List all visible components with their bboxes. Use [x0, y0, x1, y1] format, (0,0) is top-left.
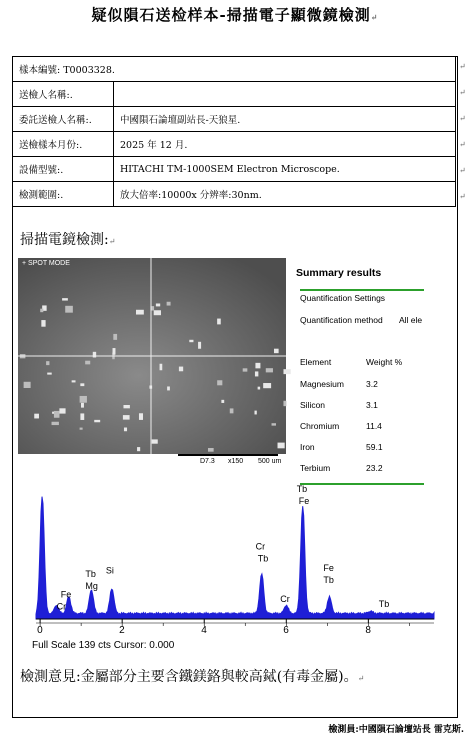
element-weight: 59.1 [366, 442, 383, 452]
info-row-equipment [13, 157, 456, 182]
weight-header: Weight % [366, 357, 403, 367]
quantification-method-value: All ele [399, 315, 423, 325]
row-end-mark: ↵ [459, 192, 466, 201]
sem-grain [80, 383, 84, 386]
info-value: HITACHI TM-1000SEM Electron Microscope. [114, 157, 456, 182]
row-end-mark: ↵ [459, 62, 466, 71]
inspection-opinion: 檢測意見:金屬部分主要含鐵鎂鉻與較高鋱(有毒金屬)。↵ [20, 669, 365, 685]
quantification-settings: Quantification Settings [300, 293, 386, 303]
sem-grain [123, 405, 129, 408]
element-weight: 3.1 [366, 400, 378, 410]
element-weight: 11.4 [366, 421, 382, 431]
spot-mode-label: + SPOT MODE [22, 260, 70, 267]
sem-grain [278, 443, 285, 449]
sem-wd: D7.3 [200, 458, 215, 465]
peak-label: Tb [85, 569, 96, 579]
sem-grain [266, 368, 273, 372]
sem-grain [81, 403, 84, 408]
sem-grain [40, 309, 43, 313]
spectrum-tick-label: 4 [201, 625, 207, 636]
info-label: 送檢人名稱:. [13, 82, 114, 107]
sem-grain [217, 380, 222, 385]
info-value: 放大倍率:10000x 分辨率:30nm. [114, 182, 456, 207]
inspector-signature: 檢測員:中國隕石論壇站長 雷克斯. [328, 725, 464, 735]
sem-image-svg [18, 258, 286, 454]
sem-grain [136, 310, 144, 315]
sem-grain [80, 413, 84, 420]
spectrum-footer: Full Scale 139 cts Cursor: 0.000 [32, 640, 175, 651]
info-label: 送檢樣本月份:. [13, 132, 114, 157]
sem-grain [72, 380, 76, 382]
info-label: 樣本編號: T0003328. [13, 57, 456, 82]
sem-grain [283, 401, 286, 406]
eds-spectrum [30, 483, 436, 653]
sem-grain [41, 320, 45, 327]
sem-grain [208, 448, 214, 452]
sem-grain [255, 363, 260, 369]
sem-grain [80, 428, 83, 430]
info-label: 檢測範圍:. [13, 182, 114, 207]
sem-grain [54, 411, 60, 418]
spectrum-tick-label: 6 [283, 625, 289, 636]
summary-title: Summary results [296, 267, 382, 279]
sem-grain [65, 306, 73, 313]
info-label: 設備型號:. [13, 157, 114, 182]
info-row-sample-id [13, 57, 456, 82]
peak-label: Tb [323, 575, 334, 585]
sem-grain [189, 340, 193, 342]
peak-label: Cr [280, 594, 290, 605]
sem-grain [263, 383, 271, 388]
sem-grain [80, 396, 87, 403]
spectrum-tick-label: 8 [365, 625, 371, 636]
sem-grain [47, 373, 51, 375]
info-table [12, 56, 456, 207]
sem-grain [85, 361, 90, 365]
sem-grain [154, 310, 161, 315]
sem-grain [283, 369, 290, 374]
row-end-mark: ↵ [459, 166, 466, 175]
info-row-submitter [13, 82, 456, 107]
row-end-mark: ↵ [459, 140, 466, 149]
info-row-month [13, 132, 456, 157]
sem-grain [152, 439, 158, 443]
sem-grain [179, 367, 183, 372]
element-weight: 23.2 [366, 463, 383, 473]
peak-label: Cr [56, 601, 67, 612]
peak-label: Fe [298, 495, 310, 506]
sem-grain [167, 302, 171, 306]
sem-grain [167, 386, 170, 390]
element-header: Element [300, 357, 332, 367]
sem-magnification: x150 [228, 458, 244, 465]
sem-grain [52, 422, 59, 425]
info-value: 中國隕石論壇副站長-天狼星. [114, 107, 456, 132]
element-name: Magnesium [300, 379, 344, 389]
peak-label: Cr [255, 541, 266, 552]
sem-grain [46, 361, 49, 365]
sem-micrograph [18, 258, 286, 454]
spectrum-tick-label: 2 [119, 625, 125, 636]
sem-grain [258, 387, 261, 390]
peak-label: Fe [60, 589, 72, 600]
document-title: 疑似隕石送检样本-掃描電子顯微鏡檢測↵ [91, 6, 379, 24]
info-row-range [13, 182, 456, 207]
summary-divider [300, 289, 424, 291]
sem-grain [198, 342, 201, 349]
row-end-mark: ↵ [459, 114, 466, 123]
info-value: 2025 年 12 月. [114, 132, 456, 157]
element-name: Silicon [300, 400, 326, 410]
peak-label: Fe [323, 563, 334, 573]
sem-scale-label: 500 um [258, 458, 282, 465]
sem-grain [137, 447, 140, 451]
sem-grain [113, 348, 116, 355]
sem-grain [113, 334, 117, 340]
sem-grain [59, 408, 65, 413]
sem-grain [62, 298, 68, 300]
info-value [114, 82, 456, 107]
element-weight: 3.2 [366, 379, 378, 389]
element-name: Terbium [300, 463, 331, 473]
sem-grain [24, 382, 31, 388]
sem-info-bar [18, 454, 286, 470]
spectrum-tick-label: 0 [37, 625, 43, 636]
peak-label: Mg [85, 581, 98, 591]
element-name: Chromium [300, 421, 340, 431]
sem-grain [34, 414, 39, 419]
sem-grain [124, 428, 127, 432]
peak-label: Tb [257, 553, 269, 564]
peak-label: Tb [296, 483, 308, 494]
sem-grain [272, 423, 276, 425]
sem-scale-bar [178, 454, 278, 456]
sem-grain [156, 303, 160, 306]
sem-grain [139, 413, 143, 420]
sem-grain [94, 420, 100, 422]
eds-spectrum-svg [30, 483, 436, 653]
sem-grain [243, 368, 248, 371]
peak-label: Si [105, 565, 114, 576]
sem-grain [221, 400, 224, 403]
sem-grain [123, 415, 130, 420]
sem-section-title: 掃描電鏡檢測:↵ [20, 232, 116, 248]
info-row-client [13, 107, 456, 132]
sem-grain [217, 319, 221, 325]
sem-grain [255, 371, 258, 376]
sem-grain [254, 411, 256, 415]
sem-grain [230, 408, 234, 413]
row-end-mark: ↵ [459, 88, 466, 97]
sem-grain [93, 352, 96, 358]
quantification-method-label: Quantification method [300, 315, 383, 325]
summary-divider [300, 483, 424, 485]
sem-grain [274, 349, 279, 353]
element-name: Iron [300, 442, 315, 452]
sem-grain [160, 364, 163, 370]
info-label: 委託送檢人名稱:. [13, 107, 114, 132]
peak-label: Tb [378, 599, 390, 609]
